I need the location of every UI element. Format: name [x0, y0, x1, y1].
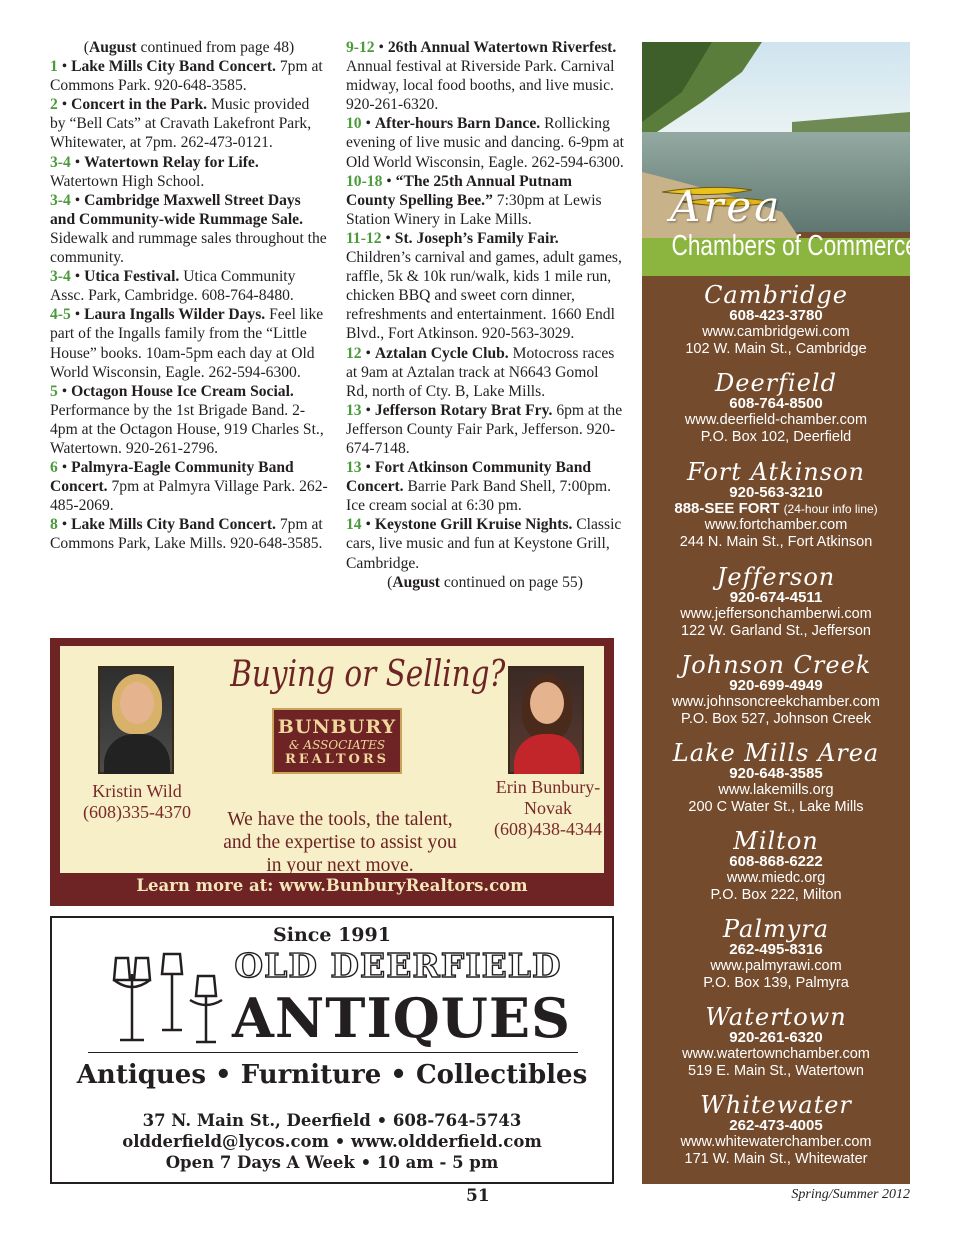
antiques-tagline: Antiques • Furniture • Collectibles — [76, 1060, 588, 1090]
bunbury-logo: BUNBURY & ASSOCIATES REALTORS — [272, 708, 402, 774]
realtor-ad-panel — [60, 646, 604, 876]
agent-photo-kristin — [98, 666, 174, 774]
event-item: 9-12 • 26th Annual Watertown Riverfest. Annual festival at Riverside Park. Carnival midway, local food booths, and live music. 920-261-6320. — [346, 39, 617, 114]
chamber-whitewater: Whitewater 262-473-4005 www.whitewaterchamber.com 171 W. Main St., Whitewater — [642, 1092, 910, 1168]
event-item: 10 • After-hours Barn Dance. Rollicking evening of live music and dancing. 6-9pm at Old World Wisconsin, Eagle. 262-594-6300. — [346, 115, 625, 171]
chamber-website[interactable]: www.whitewaterchamber.com — [680, 1134, 872, 1150]
chamber-website[interactable]: www.miedc.org — [726, 870, 826, 886]
event-item: 3-4 • Watertown Relay for Life. Watertown High School. — [50, 153, 259, 190]
chamber-jefferson: Jefferson 920-674-4511 www.jeffersonchamberwi.com 122 W. Garland St., Jefferson — [642, 564, 910, 640]
divider — [88, 1052, 578, 1053]
chamber-watertown: Watertown 920-261-6320 www.watertownchamber.com 519 E. Main St., Watertown — [642, 1004, 910, 1080]
event-item: 13 • Jefferson Rotary Brat Fry. 6pm at the Jefferson County Fair Park, Jefferson. 920-674-7148. — [346, 401, 623, 457]
agent-erin: Erin Bunbury- Novak (608)438-4344 — [494, 777, 602, 839]
event-item: 6 • Palmyra-Eagle Community Band Concert. 7pm at Palmyra Village Park. 262-485-2069. — [50, 459, 328, 515]
event-item: 12 • Aztalan Cycle Club. Motocross races at 9am at Aztalan track at N6643 Gomol Rd, north of Cty. B, Lake Mills. — [346, 344, 615, 400]
sidebar-title: Chambers of Commerce — [671, 230, 918, 262]
events-column-2 — [346, 38, 624, 592]
realtor-ad[interactable] — [50, 638, 614, 906]
realtor-website-link[interactable]: Learn more at: www.BunburyRealtors.com — [136, 876, 528, 895]
chambers-sidebar — [642, 42, 918, 1184]
chamber-website[interactable]: www.watertownchamber.com — [682, 1046, 870, 1062]
agent-kristin: Kristin Wild (608)335-4370 — [83, 781, 191, 822]
chamber-website[interactable]: www.cambridgewi.com — [702, 324, 850, 340]
chamber-fort-atkinson: Fort Atkinson 920-563-3210 888-SEE FORT (24-hour info line) www.fortchamber.com 244 N. Main St., Fort Atkinson — [642, 459, 910, 551]
event-item: 5 • Octagon House Ice Cream Social. Performance by the 1st Brigade Band. 2-4pm at the Octagon House, 919 Charles St., Watertown. 920-261-2796. — [50, 382, 324, 457]
chamber-deerfield: Deerfield 608-764-8500 www.deerfield-chamber.com P.O. Box 102, Deerfield — [642, 370, 910, 446]
chamber-website[interactable]: www.johnsoncreekchamber.com — [672, 694, 880, 710]
chamber-website[interactable]: www.lakemills.org — [718, 782, 834, 798]
chamber-website[interactable]: www.palmyrawi.com — [710, 958, 842, 974]
chamber-cambridge: Cambridge 608-423-3780 www.cambridgewi.com 102 W. Main St., Cambridge — [642, 282, 910, 358]
chamber-website[interactable]: www.deerfield-chamber.com — [684, 412, 868, 428]
chamber-palmyra: Palmyra 262-495-8316 www.palmyrawi.com P.O. Box 139, Palmyra — [642, 916, 910, 992]
chamber-lake-mills: Lake Mills Area 920-648-3585 www.lakemills.org 200 C Water St., Lake Mills — [642, 740, 910, 816]
chamber-milton: Milton 608-868-6222 www.miedc.org P.O. Box 222, Milton — [642, 828, 910, 904]
antiques-name-line2: ANTIQUES — [232, 986, 571, 1050]
event-item: 11-12 • St. Joseph’s Family Fair. Children’s carnival and games, adult games, raffle, 5k & 10k run/walk, kids 1 mile run, chicken BBQ and sweet corn dinner, refreshments and entertainment. 1660 Endl Blvd., Fort Atkinson. 920-563-3029. — [346, 229, 622, 343]
event-item: 8 • Lake Mills City Band Concert. 7pm at Commons Park, Lake Mills. 920-648-3585. — [50, 516, 323, 553]
event-item: 13 • Fort Atkinson Community Band Concert. Barrie Park Band Shell, 7:00pm. Ice cream social at 6:30 pm. — [346, 459, 612, 515]
event-item: 1 • Lake Mills City Band Concert. 7pm at Commons Park. 920-648-3585. — [50, 58, 323, 95]
realtor-headline: Buying or Selling? — [230, 654, 506, 695]
event-item: 2 • Concert in the Park. Music provided by “Bell Cats” at Cravath Lakefront Park, Whitewater, at 7pm. 262-473-0121. — [50, 96, 312, 152]
events-column-1 — [50, 38, 328, 554]
since-year: Since 1991 — [273, 924, 391, 946]
agent-photo-erin — [508, 666, 584, 774]
issue-label: Spring/Summer 2012 — [791, 1187, 910, 1202]
lamp-post-icon — [102, 950, 232, 1046]
continued-on-note: (August continued on page 55) — [387, 573, 583, 591]
antiques-name-line1: OLD DEERFIELD — [234, 946, 562, 985]
event-item: 4-5 • Laura Ingalls Wilder Days. Feel like part of the Ingalls family from the “Little House” books. 10am-5pm each day at Old World Wisconsin, Eagle. 262-594-6300. — [50, 306, 324, 381]
event-item: 10-18 • “The 25th Annual Putnam County Spelling Bee.” 7:30pm at Lewis Station Winery in Lake Mills. — [346, 172, 602, 228]
antiques-ad[interactable] — [50, 916, 614, 1184]
continued-from-note: (August continued from page 48) — [83, 39, 295, 56]
chamber-johnson-creek: Johnson Creek 920-699-4949 www.johnsoncreekchamber.com P.O. Box 527, Johnson Creek — [642, 652, 910, 728]
antiques-email-web[interactable]: oldderfield@lycos.com • www.oldderfield.com — [122, 1132, 542, 1151]
chamber-website[interactable]: www.fortchamber.com — [704, 517, 848, 533]
event-item: 3-4 • Utica Festival. Utica Community Assc. Park, Cambridge. 608-764-8480. — [50, 268, 296, 305]
antiques-contact: 37 N. Main St., Deerfield • 608-764-5743 oldderfield@lycos.com • www.oldderfield.com Open 7 Days A Week • 10 am - 5 pm — [52, 1110, 612, 1173]
page-number: 51 — [466, 1186, 490, 1206]
sidebar-title-word: Area — [670, 182, 783, 231]
event-item: 3-4 • Cambridge Maxwell Street Days and Community-wide Rummage Sale. Sidewalk and rummage sales throughout the community. — [50, 191, 327, 267]
chamber-website[interactable]: www.jeffersonchamberwi.com — [680, 606, 872, 622]
event-item: 14 • Keystone Grill Kruise Nights. Classic cars, live music and fun at Keystone Grill, Cambridge. — [346, 516, 622, 572]
realtor-message: We have the tools, the talent, and the expertise to assist you in your next move. — [223, 809, 457, 876]
